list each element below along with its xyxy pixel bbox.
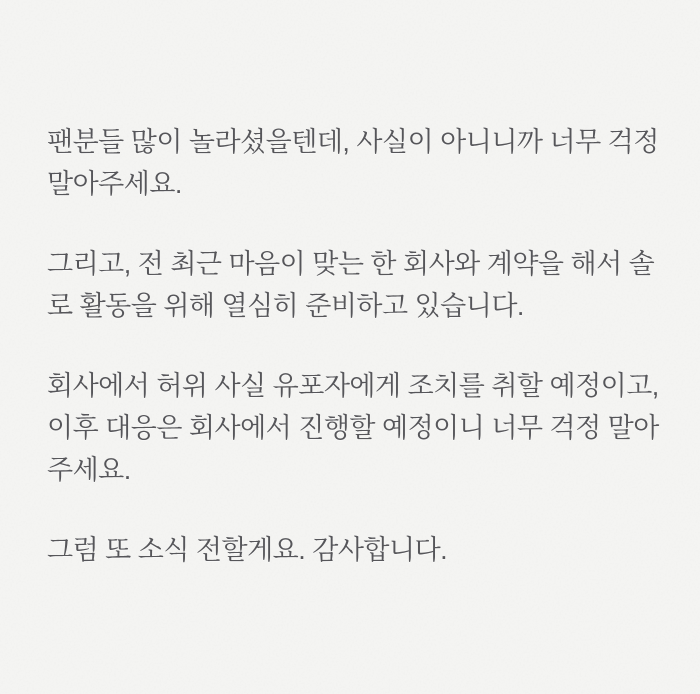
letter-paragraph-1 (47, 121, 658, 205)
paragraph-line: 팬분들 많이 놀라셨을텐데, 사실이 아니니까 너무 걱정 (47, 127, 659, 157)
letter-paragraph-2 (47, 243, 658, 327)
paragraph-line: 주세요. (47, 455, 131, 485)
paragraph-line: 회사에서 허위 사실 유포자에게 조치를 취할 예정이고, (47, 371, 659, 401)
paragraph-line: 그리고, 전 최근 마음이 맞는 한 회사와 계약을 해서 솔 (47, 249, 655, 279)
paragraph-line: 로 활동을 위해 열심히 준비하고 있습니다. (47, 291, 524, 321)
letter-paragraph-4 (47, 529, 658, 571)
paragraph-line: 이후 대응은 회사에서 진행할 예정이니 너무 걱정 말아 (47, 413, 659, 443)
paragraph-line: 그럼 또 소식 전할게요. 감사합니다. (47, 535, 448, 565)
paragraph-line: 말아주세요. (47, 169, 182, 199)
letter-paragraph-3 (47, 365, 658, 491)
